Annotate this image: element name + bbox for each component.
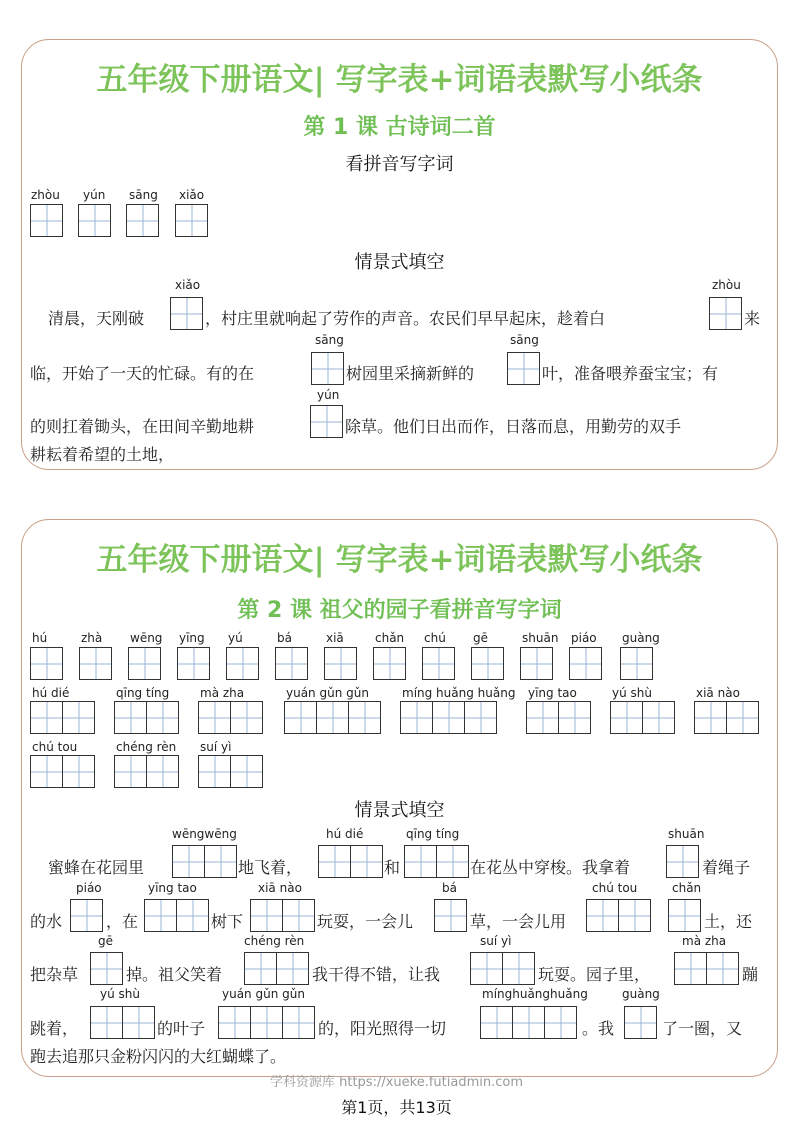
writing-box[interactable] [284,701,317,734]
pinyin-label: piáo [571,631,597,645]
fill-box[interactable] [512,1006,545,1039]
passage-text: 除草。他们日出而作，日落而息，用勤劳的双手 [345,417,682,436]
pinyin-label: mà zha [200,686,245,700]
passage-text: 的则扛着锄头，在田间辛勤地耕 [30,417,255,436]
pinyin-label: xiā nào [258,881,302,895]
pinyin-label: guàng [622,631,660,645]
pinyin-label: zhòu [712,278,741,292]
pinyin-label: chú tou [592,881,638,895]
pinyin-label: yú shù [612,686,652,700]
pinyin-label: míng huǎng huǎng [402,686,516,700]
pinyin-label: sāng [510,333,539,347]
pinyin-label: mínghuǎnghuǎng [482,987,588,1001]
writing-box[interactable] [30,755,63,788]
passage-text: 了一圈，又 [662,1019,743,1038]
pinyin-label: xiǎo [175,278,201,292]
writing-box[interactable] [422,647,455,680]
fill-box[interactable] [666,845,699,878]
fill-box[interactable] [706,952,739,985]
writing-box[interactable] [526,701,559,734]
fill-box[interactable] [122,1006,155,1039]
pinyin-label: xiā [326,631,344,645]
passage-text: 蜜蜂在花园里 [48,858,145,877]
fill-box[interactable] [176,899,209,932]
fill-box[interactable] [250,899,283,932]
writing-box[interactable] [114,755,147,788]
fill-box[interactable] [218,1006,251,1039]
pinyin-label: mà zha [682,934,727,948]
fill-box[interactable] [70,899,103,932]
passage-text: 树园里采摘新鲜的 [346,364,475,383]
writing-box[interactable] [30,701,63,734]
section-heading-pinyin: 看拼音写字词 [345,154,454,175]
writing-box[interactable] [78,204,111,237]
fill-box[interactable] [250,1006,283,1039]
pinyin-label: xiā nào [696,686,740,700]
passage-text: 玩耍，一会儿 [317,912,414,931]
fill-box[interactable] [282,899,315,932]
pinyin-label: gē [473,631,488,645]
pinyin-label: yīng tao [148,881,197,895]
fill-box[interactable] [90,1006,123,1039]
writing-box[interactable] [177,647,210,680]
passage-text: 跳着， [30,1019,79,1038]
fill-box[interactable] [470,952,503,985]
fill-box[interactable] [311,352,344,385]
pinyin-label: shuān [668,827,705,841]
pinyin-label: qīng tíng [406,827,460,841]
pinyin-label: suí yì [480,934,512,948]
writing-box[interactable] [432,701,465,734]
fill-box[interactable] [204,845,237,878]
fill-box[interactable] [282,1006,315,1039]
writing-box[interactable] [471,647,504,680]
writing-box[interactable] [226,647,259,680]
passage-text: 的，阳光照得一切 [318,1019,447,1038]
fill-box[interactable] [310,405,343,438]
fill-box[interactable] [144,899,177,932]
pinyin-label: bá [277,631,292,645]
writing-box[interactable] [520,647,553,680]
pinyin-label: shuān [522,631,559,645]
pinyin-label: yuán gǔn gǔn [286,686,369,700]
passage-text: 地飞着， [238,858,303,877]
pinyin-label: yīng [179,631,205,645]
passage-text: 和 [384,858,401,877]
writing-box[interactable] [175,204,208,237]
pinyin-label: chú tou [32,740,78,754]
passage-text: 在花丛中穿梭。我拿着 [470,858,631,877]
writing-box[interactable] [373,647,406,680]
pinyin-label: chú [424,631,446,645]
fill-box[interactable] [624,1006,657,1039]
passage-text: ，在 [106,912,139,931]
card-title: 五年级下册语文| 写字表+词语表默写小纸条 [96,542,703,578]
writing-box[interactable] [146,755,179,788]
section-heading-fill: 情景式填空 [354,800,445,821]
pinyin-label: hú [32,631,48,645]
writing-box[interactable] [610,701,643,734]
page-footer: 第1页，共13页 [341,1098,452,1117]
fill-box[interactable] [709,297,742,330]
pinyin-label: zhà [81,631,103,645]
passage-text: 土，还 [704,912,753,931]
writing-box[interactable] [62,755,95,788]
pinyin-label: yīng tao [528,686,577,700]
pinyin-label: sāng [129,188,158,202]
pinyin-label: yún [83,188,106,202]
fill-box[interactable] [507,352,540,385]
fill-box[interactable] [586,899,619,932]
fill-box[interactable] [244,952,277,985]
fill-box[interactable] [350,845,383,878]
fill-box[interactable] [502,952,535,985]
pinyin-label: bá [442,881,457,895]
passage-text: 。我 [582,1019,615,1038]
writing-box[interactable] [275,647,308,680]
pinyin-label: sāng [315,333,344,347]
fill-box[interactable] [170,297,203,330]
fill-box[interactable] [276,952,309,985]
card-title: 五年级下册语文| 写字表+词语表默写小纸条 [96,62,703,98]
pinyin-label: hú dié [326,827,364,841]
fill-box[interactable] [90,952,123,985]
fill-box[interactable] [480,1006,513,1039]
passage-text: 我干得不错，让我 [312,965,441,984]
writing-box[interactable] [79,647,112,680]
pinyin-label: yuán gǔn gǔn [222,987,305,1001]
pinyin-label: wēng [130,631,163,645]
writing-box[interactable] [324,647,357,680]
passage-text: 临，开始了一天的忙碌。有的在 [30,364,255,383]
worksheet-card-lesson-2 [21,519,778,1077]
passage-text: 来 [744,309,761,328]
passage-text: 把杂草 [30,965,79,984]
fill-box[interactable] [172,845,205,878]
writing-box[interactable] [198,701,231,734]
writing-box[interactable] [230,755,263,788]
pinyin-label: chǎn [375,631,405,645]
section-heading-fill: 情景式填空 [354,252,445,273]
writing-box[interactable] [30,647,63,680]
writing-box[interactable] [620,647,653,680]
pinyin-label: xiǎo [179,188,205,202]
pinyin-label: yún [317,388,340,402]
writing-box[interactable] [198,755,231,788]
passage-text: 蹦 [742,965,759,984]
writing-box[interactable] [62,701,95,734]
fill-box[interactable] [674,952,707,985]
writing-box[interactable] [146,701,179,734]
fill-box[interactable] [436,845,469,878]
pinyin-label: chǎn [672,881,702,895]
pinyin-label: zhòu [31,188,60,202]
passage-text: 玩耍。园子里， [538,965,651,984]
pinyin-label: guàng [622,987,660,1001]
pinyin-label: chéng rèn [244,934,305,948]
passage-text: ，村庄里就响起了劳作的声音。农民们早早起床，趁着白 [205,309,606,328]
writing-box[interactable] [726,701,759,734]
passage-text: 的叶子 [157,1019,206,1038]
pinyin-label: wēngwēng [172,827,237,841]
fill-box[interactable] [668,899,701,932]
passage-text: 跑去追那只金粉闪闪的大红蝴蝶了。 [30,1047,287,1066]
writing-box[interactable] [114,701,147,734]
fill-box[interactable] [404,845,437,878]
lesson-title: 第 1 课 古诗词二首 [303,115,496,140]
passage-text: 的水 [30,912,63,931]
writing-box[interactable] [348,701,381,734]
writing-box[interactable] [694,701,727,734]
writing-box[interactable] [464,701,497,734]
fill-box[interactable] [544,1006,577,1039]
pinyin-label: chéng rèn [116,740,177,754]
passage-text: 着绳子 [702,858,751,877]
passage-text: 清晨，天刚破 [48,309,145,328]
lesson-title: 第 2 课 祖父的园子看拼音写字词 [237,598,562,623]
writing-box[interactable] [30,204,63,237]
writing-box[interactable] [230,701,263,734]
writing-box[interactable] [126,204,159,237]
passage-text: 树下 [211,912,244,931]
passage-text: 耕耘着希望的土地， [30,445,175,464]
passage-text: 草，一会儿用 [470,912,567,931]
fill-box[interactable] [618,899,651,932]
fill-box[interactable] [318,845,351,878]
writing-box[interactable] [128,647,161,680]
pinyin-label: suí yì [200,740,232,754]
watermark: 学科资源库 https://xueke.futiadmin.com [269,1075,523,1090]
worksheet-card-lesson-1 [21,39,778,470]
pinyin-label: yú shù [100,987,140,1001]
writing-box[interactable] [642,701,675,734]
passage-text: 叶，准备喂养蚕宝宝；有 [542,364,719,383]
writing-box[interactable] [569,647,602,680]
writing-box[interactable] [316,701,349,734]
pinyin-label: hú dié [32,686,70,700]
pinyin-label: gē [98,934,113,948]
writing-box[interactable] [400,701,433,734]
writing-box[interactable] [558,701,591,734]
pinyin-label: piáo [76,881,102,895]
pinyin-label: yú [228,631,243,645]
fill-box[interactable] [434,899,467,932]
passage-text: 掉。祖父笑着 [126,965,223,984]
pinyin-label: qīng tíng [116,686,170,700]
